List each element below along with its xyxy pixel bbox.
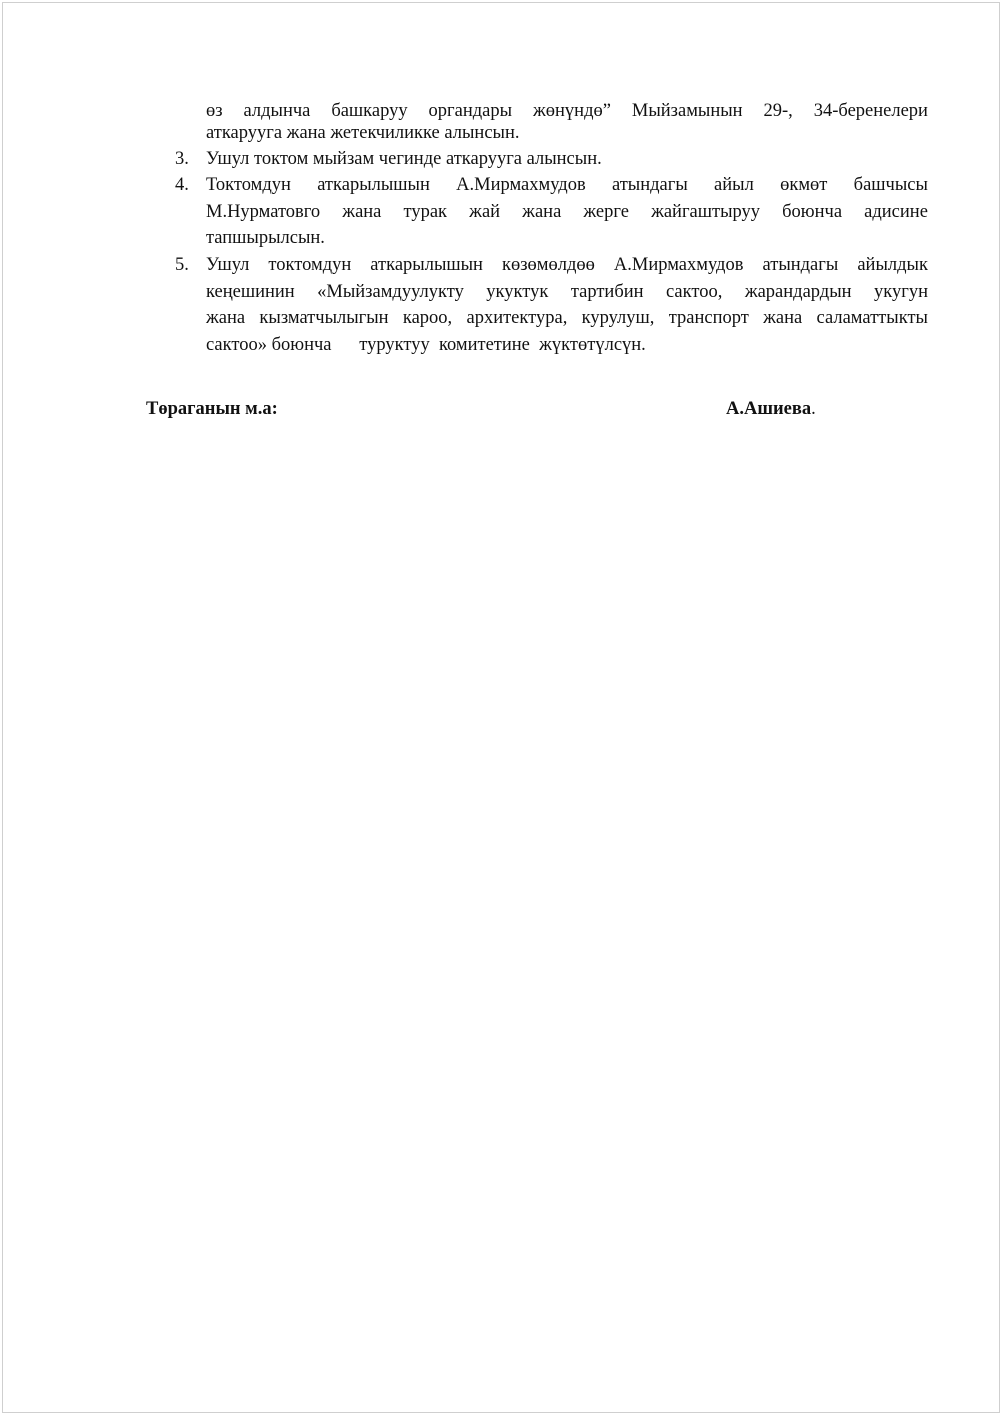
word: транспорт (668, 308, 749, 328)
word: жөнүндө” (533, 101, 611, 121)
word: алдынча (243, 101, 311, 121)
list-item-line (206, 279, 928, 306)
word: башкаруу (331, 101, 408, 121)
list-item-line (206, 199, 928, 226)
list-item-line (206, 252, 928, 279)
word: Мыйзамынын (631, 101, 743, 121)
word: өз (206, 101, 223, 121)
word: жайгаштыруу (651, 201, 761, 222)
word: айыл (714, 175, 754, 195)
word: сактоо, (666, 281, 723, 302)
word: атындагы (611, 175, 688, 195)
word: боюнча (782, 201, 843, 222)
word: 34-беренелери (813, 101, 928, 121)
signature-name-suffix: . (811, 399, 816, 419)
word: аткарылышын (317, 175, 430, 195)
word: укугун (874, 281, 928, 302)
word: жана (522, 201, 562, 222)
word: токтомдун (268, 255, 352, 275)
list-item-line (206, 172, 928, 199)
word: атындагы (762, 255, 839, 275)
list-item-3-text (206, 146, 928, 173)
word: Токтомдун (206, 175, 291, 195)
word: М.Нурматовго (206, 201, 321, 222)
word: «Мыйзамдуулукту (317, 281, 464, 302)
word: кеңешинин (206, 281, 295, 302)
word: 29-, (763, 101, 793, 121)
word: адисине (864, 201, 928, 222)
word: башчысы (853, 175, 928, 195)
word: курулуш, (581, 308, 655, 328)
word: турак (403, 201, 448, 222)
list-item-number: 3. (175, 149, 189, 169)
word: Ушул (206, 255, 250, 275)
list-item-5-text (206, 252, 928, 358)
list-item-number: 5. (175, 255, 189, 275)
list-item-number: 4. (175, 175, 189, 195)
word: көзөмөлдөө (501, 255, 595, 275)
word: тартибин (570, 281, 644, 302)
list-item-line (206, 305, 928, 332)
word: кароо, (402, 308, 453, 328)
list-item-4-text (206, 172, 928, 252)
word: жана (342, 201, 382, 222)
word: А.Мирмахмудов (456, 175, 586, 195)
word: аткарылышын (370, 255, 483, 275)
word: жана (763, 308, 803, 328)
signature-label: Төраганын м.а: (146, 399, 278, 419)
word: архитектура, (466, 308, 568, 328)
word: өкмөт (780, 175, 828, 195)
signature-name: А.Ашиева (726, 399, 812, 419)
word: кызматчылыгын (259, 308, 389, 328)
word: укуктук (486, 281, 549, 302)
word: А.Мирмахмудов (613, 255, 744, 275)
continuation-line-2: аткарууга жана жетекчиликке алынсын. (206, 123, 520, 143)
signature-name-block (726, 396, 816, 423)
word: айылдык (857, 255, 928, 275)
list-item-line: сактоо» боюнча туруктуу комитетине жүктөтүлсүн. (206, 334, 646, 355)
word: жай (469, 201, 501, 222)
word: жана (206, 308, 246, 328)
word: жерге (583, 201, 629, 222)
word: саламаттыкты (816, 308, 928, 328)
word: жарандардын (744, 281, 852, 302)
list-item-line: Ушул токтом мыйзам чегинде аткарууга алынсын. (206, 149, 602, 169)
word: органдары (428, 101, 513, 121)
list-item-line: тапшырылсын. (206, 228, 325, 248)
